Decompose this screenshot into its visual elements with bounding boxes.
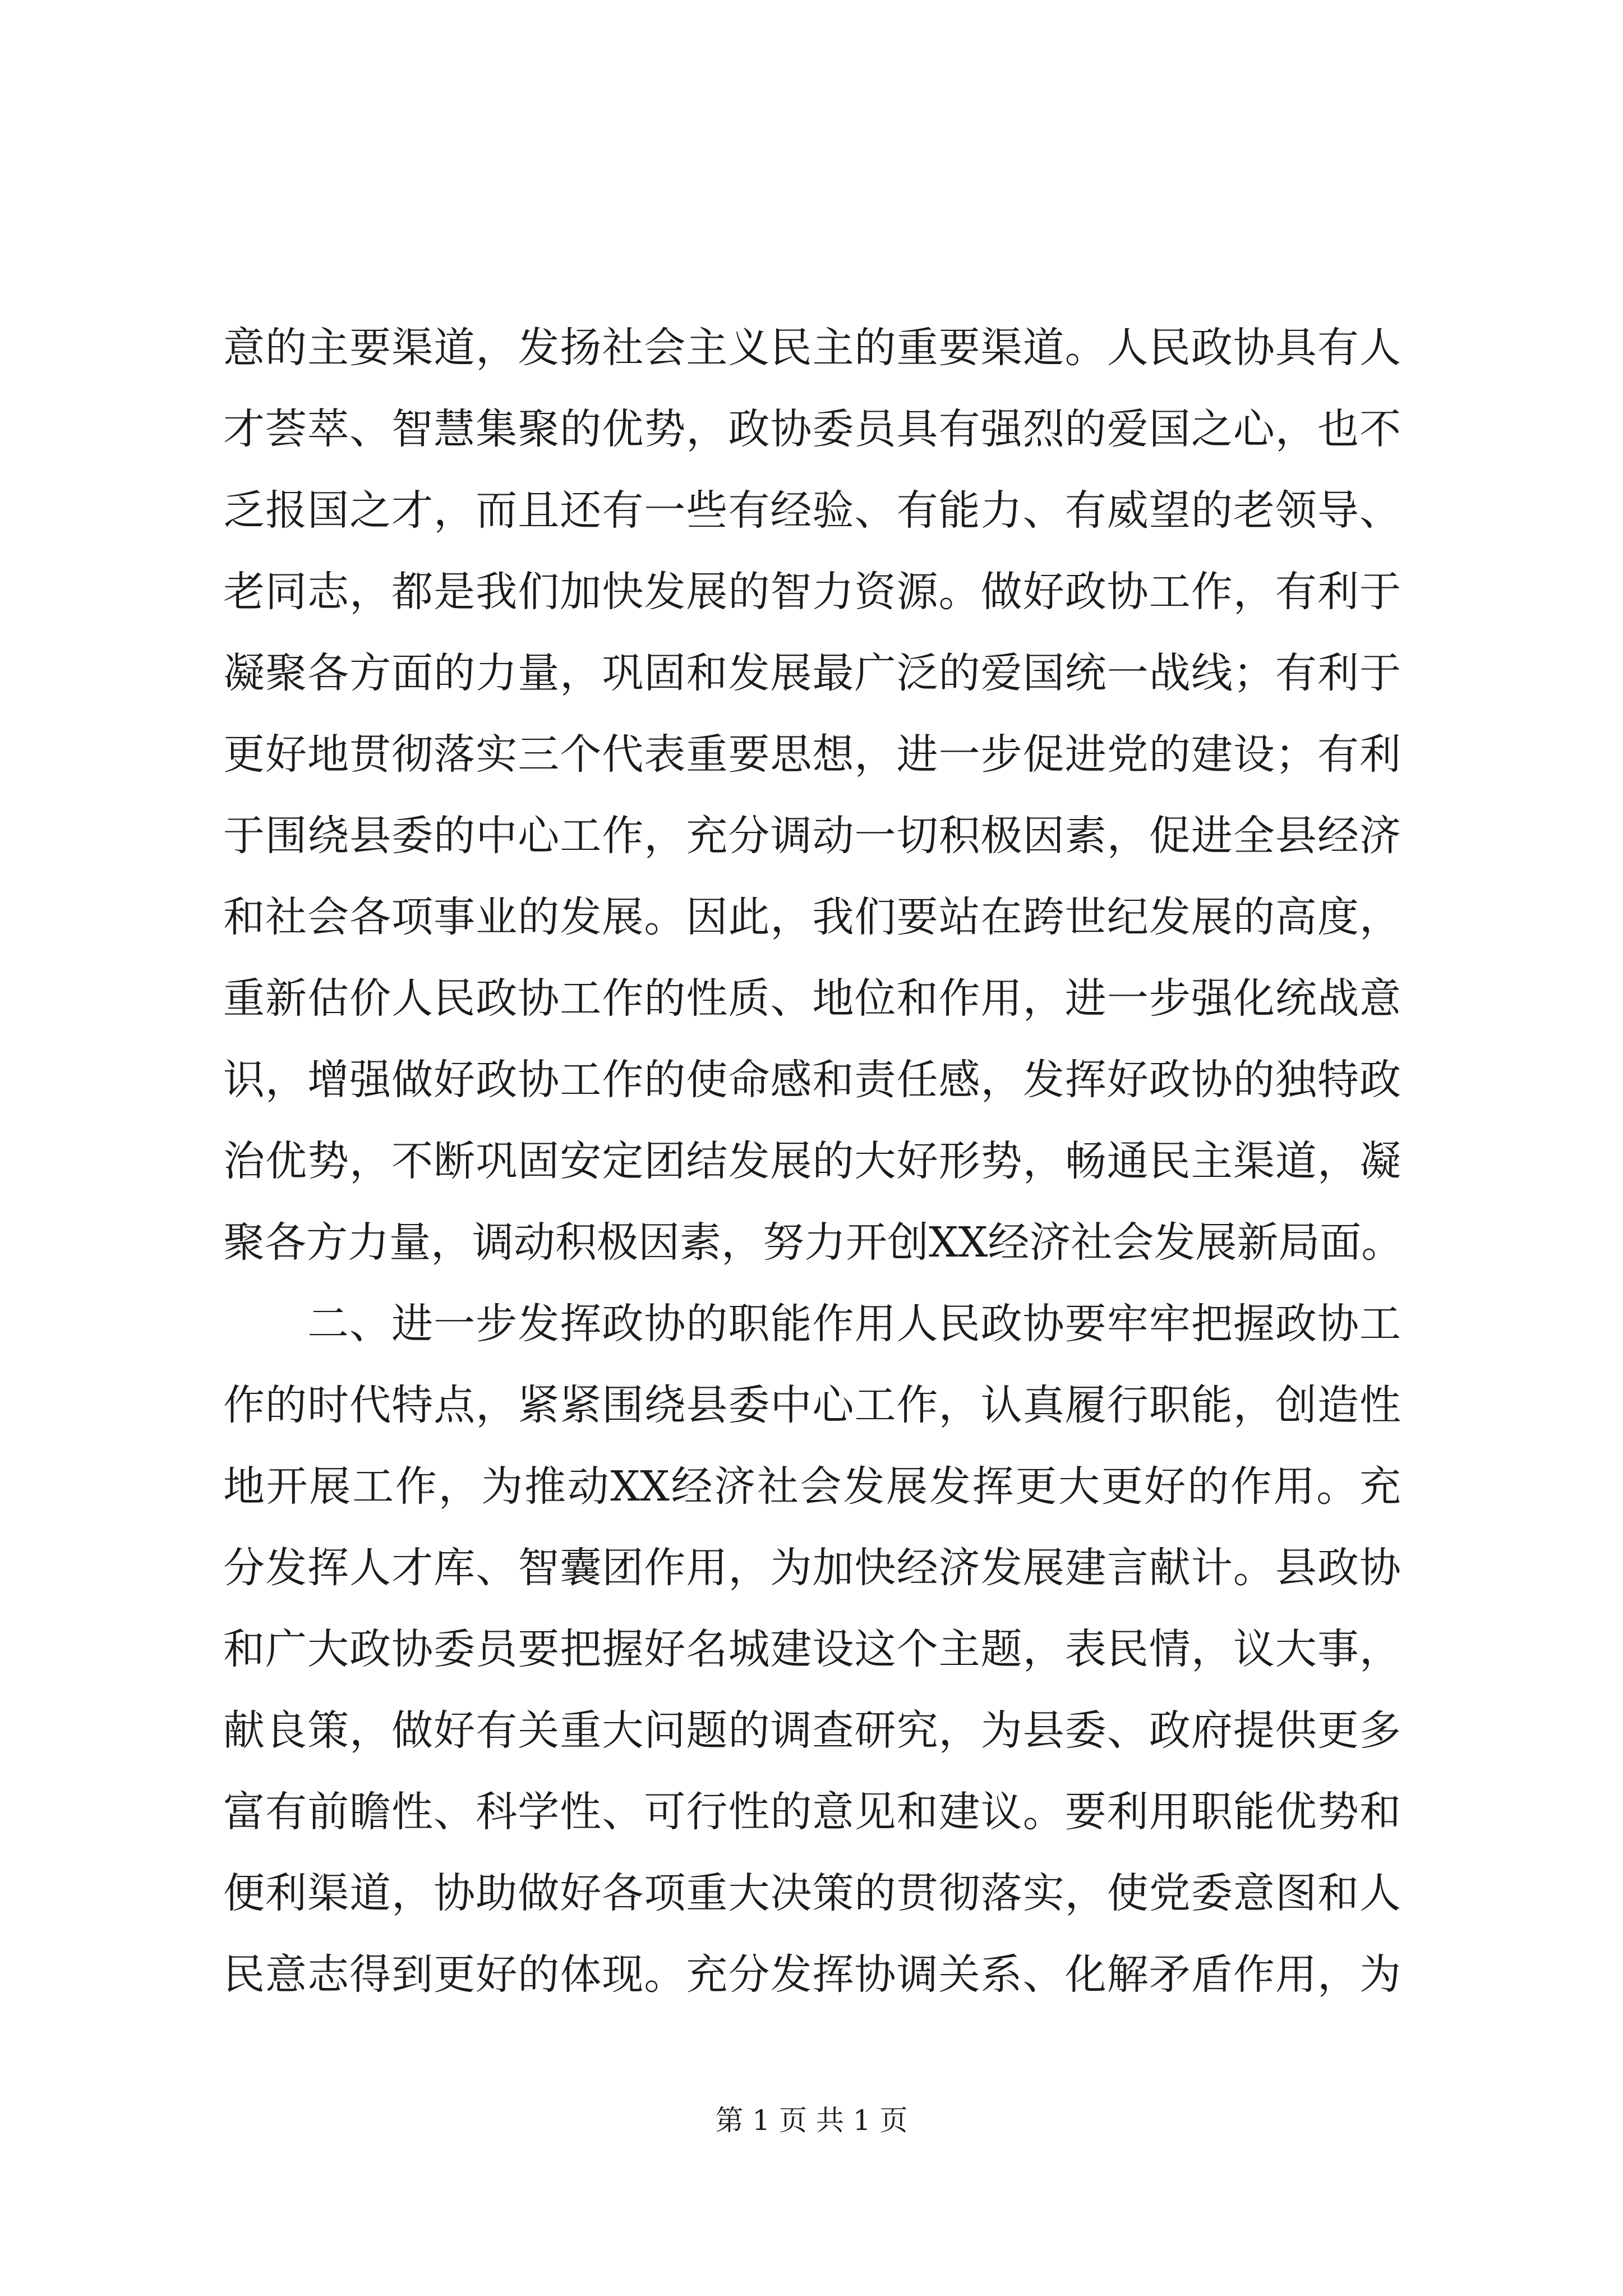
text-line: 更好地贯彻落实三个代表重要思想，进一步促进党的建设；有利	[223, 730, 1401, 779]
text-line: 民意志得到更好的体现。充分发挥协调关系、化解矛盾作用，为	[223, 1950, 1401, 1999]
text-line: 献良策，做好有关重大问题的调查研究，为县委、政府提供更多	[223, 1706, 1401, 1755]
text-line: 分发挥人才库、智囊团作用，为加快经济发展建言献计。县政协	[223, 1544, 1401, 1592]
text-line: 老同志，都是我们加快发展的智力资源。做好政协工作，有利于	[223, 568, 1401, 616]
text-line: 地开展工作，为推动XX经济社会发展发挥更大更好的作用。充	[223, 1462, 1401, 1511]
text-line: 才荟萃、智慧集聚的优势，政协委员具有强烈的爱国之心，也不	[223, 405, 1401, 453]
text-line: 和社会各项事业的发展。因此，我们要站在跨世纪发展的高度，	[223, 893, 1401, 941]
text-line: 聚各方力量，调动积极因素，努力开创XX经济社会发展新局面。	[223, 1218, 1403, 1267]
text-line: 作的时代特点，紧紧围绕县委中心工作，认真履行职能，创造性	[223, 1381, 1401, 1429]
text-line: 富有前瞻性、科学性、可行性的意见和建议。要利用职能优势和	[223, 1788, 1401, 1836]
document-body	[223, 307, 1401, 2016]
text-line: 凝聚各方面的力量，巩固和发展最广泛的爱国统一战线；有利于	[223, 649, 1401, 697]
text-line: 和广大政协委员要把握好名城建设这个主题，表民情，议大事，	[223, 1625, 1401, 1673]
paragraph-2	[223, 1283, 1401, 2016]
text-line: 重新估价人民政协工作的性质、地位和作用，进一步强化统战意	[223, 974, 1401, 1023]
text-line: 于围绕县委的中心工作，充分调动一切积极因素，促进全县经济	[223, 812, 1401, 860]
text-line: 便利渠道，协助做好各项重大决策的贯彻落实，使党委意图和人	[223, 1869, 1401, 1917]
text-line: 识，增强做好政协工作的使命感和责任感，发挥好政协的独特政	[223, 1056, 1401, 1104]
page-number-footer: 第 1 页 共 1 页	[715, 2104, 908, 2137]
text-line: 意的主要渠道，发扬社会主义民主的重要渠道。人民政协具有人	[223, 324, 1401, 372]
paragraph-1	[223, 307, 1401, 1283]
text-line: 二、进一步发挥政协的职能作用人民政协要牢牢把握政协工	[307, 1300, 1401, 1348]
text-line: 治优势，不断巩固安定团结发展的大好形势，畅通民主渠道，凝	[223, 1137, 1401, 1185]
text-line: 乏报国之才，而且还有一些有经验、有能力、有威望的老领导、	[223, 486, 1401, 535]
